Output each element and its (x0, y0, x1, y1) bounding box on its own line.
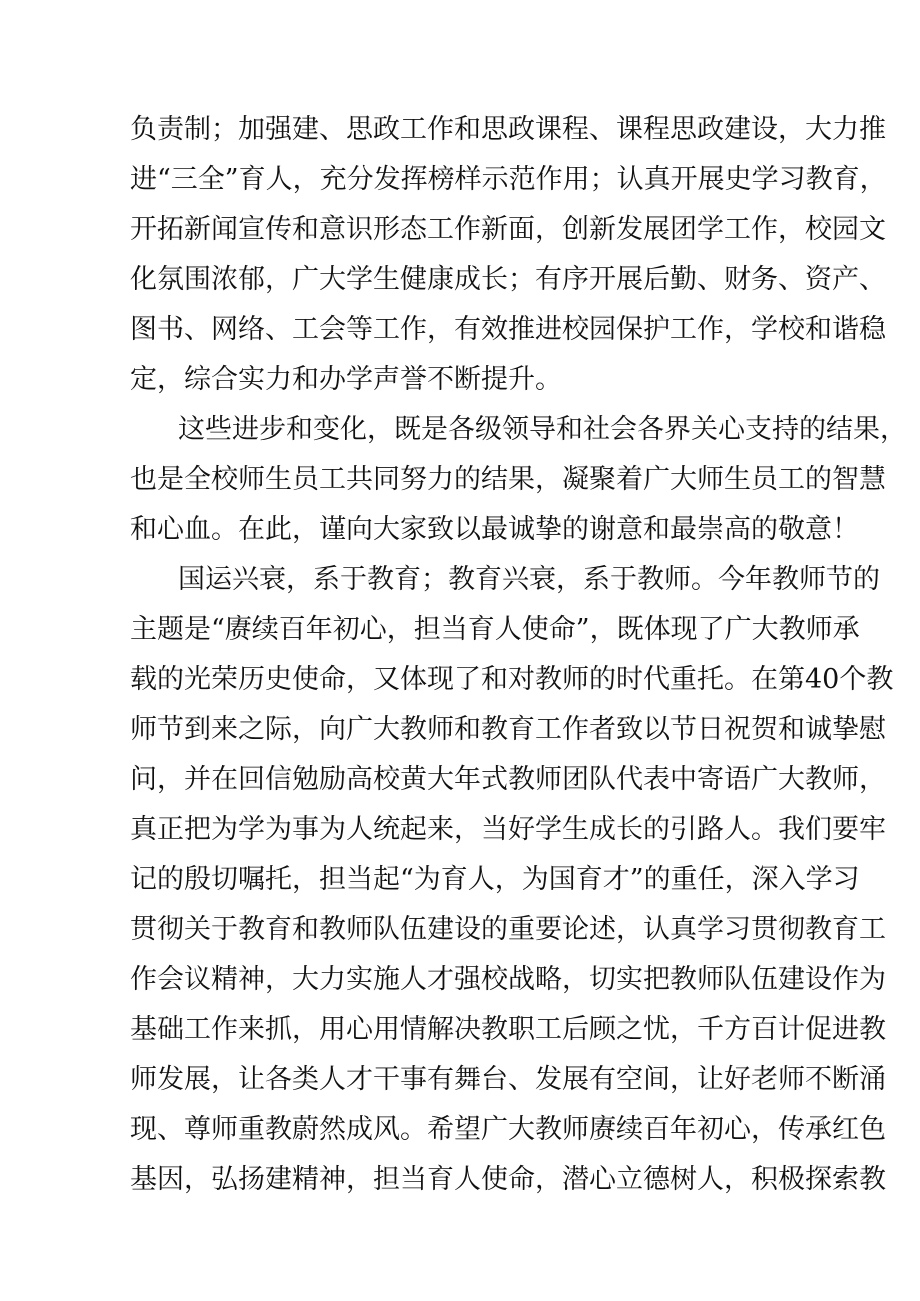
text-line: 真正把为学为事为人统起来，当好学生成长的引路人。我们要牢 (130, 814, 886, 845)
text-line: 和心血。在此，谨向大家致以最诚挚的谢意和最崇高的敬意！ (130, 514, 859, 545)
text-line: 师节到来之际，向广大教师和教育工作者致以节日祝贺和诚挚慰 (130, 714, 886, 745)
text-line: 也是全校师生员工共同努力的结果，凝聚着广大师生员工的智慧 (130, 464, 886, 495)
text-line: 负责制；加强建、思政工作和思政课程、课程思政建设，大力推 (130, 114, 886, 145)
text-line: 记的殷切嘱托，担当起“为育人，为国育才”的重任，深入学习 (130, 864, 860, 895)
text-line: 定，综合实力和办学声誉不断提升。 (130, 364, 562, 395)
text-line: 师发展，让各类人才干事有舞台、发展有空间，让好老师不断涌 (130, 1064, 886, 1095)
paragraph-first-line: 国运兴衰，系于教育；教育兴衰，系于教师。今年教师节的 (178, 564, 880, 595)
text-line: 问，并在回信勉励高校黄大年式教师团队代表中寄语广大教师， (130, 764, 886, 795)
text-line: 开拓新闻宣传和意识形态工作新面，创新发展团学工作，校园文 (130, 214, 886, 245)
text-line: 贯彻关于教育和教师队伍建设的重要论述，认真学习贯彻教育工 (130, 914, 886, 945)
text-line: 现、尊师重教蔚然成风。希望广大教师赓续百年初心，传承红色 (130, 1114, 886, 1145)
text-line: 载的光荣历史使命，又体现了和对教师的时代重托。在第40个教 (130, 664, 894, 695)
text-line: 图书、网络、工会等工作，有效推进校园保护工作，学校和谐稳 (130, 314, 886, 345)
paragraph-first-line: 这些进步和变化，既是各级领导和社会各界关心支持的结果， (178, 414, 907, 445)
text-line: 化氛围浓郁，广大学生健康成长；有序开展后勤、财务、资产、 (130, 264, 886, 295)
text-line: 作会议精神，大力实施人才强校战略，切实把教师队伍建设作为 (130, 964, 886, 995)
text-line: 基础工作来抓，用心用情解决教职工后顾之忧，千方百计促进教 (130, 1014, 886, 1045)
text-line: 主题是“赓续百年初心，担当育人使命”，既体现了广大教师承 (130, 614, 860, 645)
text-line: 基因，弘扬建精神，担当育人使命，潜心立德树人，积极探索教 (130, 1164, 886, 1195)
text-line: 进“三全”育人，充分发挥榜样示范作用；认真开展史学习教育， (130, 164, 887, 195)
